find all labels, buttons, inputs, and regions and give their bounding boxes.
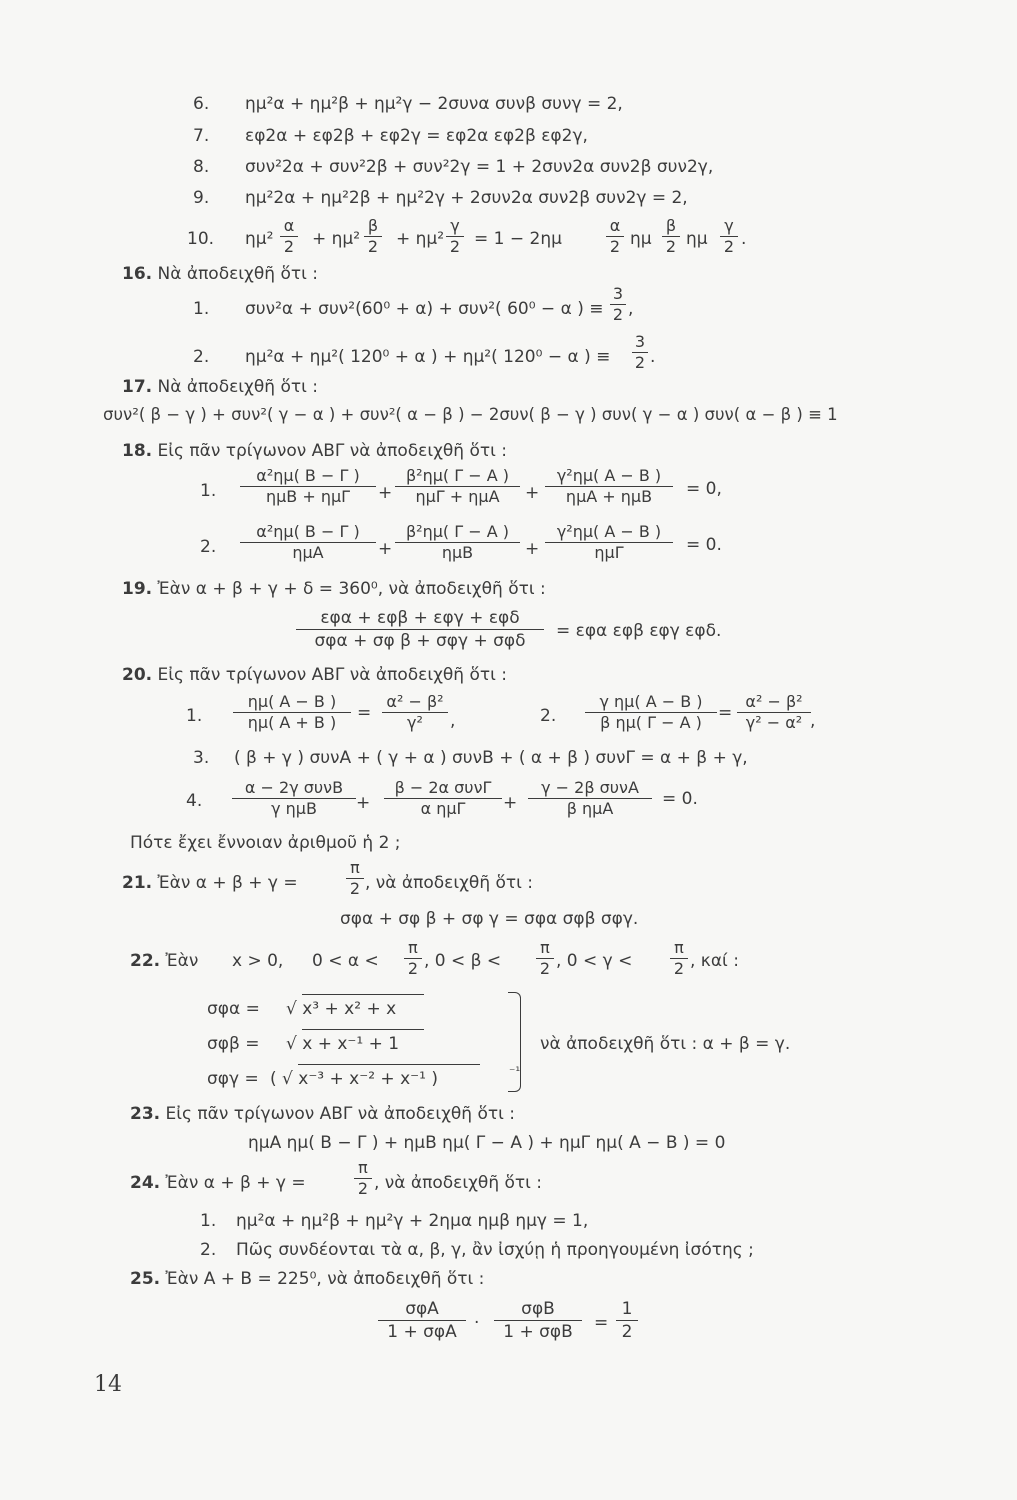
fraction: α² − β² γ² <box>382 692 448 733</box>
fraction: εφα + εφβ + εφγ + εφδ σφα + σφ β + σφγ + σφδ <box>296 607 544 652</box>
dot: · <box>474 1313 480 1333</box>
condition: 0 < α < <box>312 951 379 971</box>
identity-line: συν²α + συν²(60⁰ + α) + συν²( 60⁰ − α ) ≡ <box>245 299 604 319</box>
page-number: 14 <box>94 1372 122 1397</box>
problem-21-heading: 21. Ἐὰν α + β + γ = <box>122 873 298 893</box>
plus: + <box>378 539 393 559</box>
fraction: γ − 2β συνΑ β ημΑ <box>528 778 652 819</box>
fraction: γ²ημ( Α − Β ) ημΑ + ημΒ <box>545 466 673 507</box>
right-brace <box>508 992 521 1092</box>
equals: = <box>718 703 733 723</box>
fraction: α²ημ( Β − Γ ) ημΑ <box>240 522 376 563</box>
fraction: β²ημ( Γ − Α ) ημΒ <box>395 522 520 563</box>
problem-20-heading: 20. Εἰς πᾶν τρίγωνον ΑΒΓ νὰ ἀποδειχθῆ ὅτι : <box>122 665 507 685</box>
radical-bar <box>302 1029 424 1030</box>
identity-line: εφ2α + εφ2β + εφ2γ = εφ2α εφ2β εφ2γ, <box>245 126 588 146</box>
item-number: 2. <box>193 347 210 367</box>
fraction: 3 2 <box>632 332 648 373</box>
comma: , <box>628 299 634 319</box>
item-number: 10. <box>187 229 215 249</box>
condition: , καί : <box>690 951 739 971</box>
fraction: γ 2 <box>446 216 464 257</box>
fraction: β 2 <box>364 216 382 257</box>
fraction: α²ημ( Β − Γ ) ημΒ + ημΓ <box>240 466 376 507</box>
fraction: γ 2 <box>720 216 738 257</box>
item-number: 3. <box>193 748 210 768</box>
fraction: σφΒ 1 + σφΒ <box>494 1298 582 1343</box>
fraction: β²ημ( Γ − Α ) ημΓ + ημΑ <box>395 466 520 507</box>
equals: = <box>357 703 372 723</box>
identity-line: ημ²2α + ημ²2β + ημ²2γ + 2συν2α συν2β συν2γ = 2, <box>245 188 688 208</box>
identity-line: ημ²α + ημ²β + ημ²γ + 2ημα ημβ ημγ = 1, <box>236 1211 589 1231</box>
identity-line: ( β + γ ) συνΑ + ( γ + α ) συνΒ + ( α + β ) συνΓ = α + β + γ, <box>234 748 748 768</box>
fraction: π 2 <box>354 1158 372 1199</box>
problem-22-heading: 22. Ἐὰν <box>130 951 199 971</box>
question-line: Πότε ἔχει ἔννοιαν ἀριθμοῦ ἡ 2 ; <box>130 833 401 853</box>
comma: , <box>450 711 456 731</box>
heading-tail: , νὰ ἀποδειχθῆ ὅτι : <box>374 1173 543 1193</box>
item-number: 6. <box>193 94 210 114</box>
equals-zero: = 0, <box>686 479 722 499</box>
problem-17-heading: 17. Νὰ ἀποδειχθῆ ὅτι : <box>122 377 318 397</box>
exponent: ⁻¹ <box>509 1064 521 1078</box>
equals-zero: = 0. <box>662 789 698 809</box>
conclusion: νὰ ἀποδειχθῆ ὅτι : α + β = γ. <box>540 1034 791 1054</box>
condition: , 0 < β < <box>424 951 502 971</box>
plus: + <box>525 539 540 559</box>
fraction: α 2 <box>280 216 298 257</box>
identity-line: ημ²α + ημ²β + ημ²γ − 2συνα συνβ συνγ = 2, <box>245 94 623 114</box>
item-number: 1. <box>200 1211 217 1231</box>
radical-expression: ( √ x⁻³ + x⁻² + x⁻¹ ) <box>270 1069 438 1089</box>
item-number: 4. <box>186 791 203 811</box>
identity-line: συν²( β − γ ) + συν²( γ − α ) + συν²( α − β ) − 2συν( β − γ ) συν( γ − α ) συν( α − β ) ≡ 1 <box>103 405 838 424</box>
comma: , <box>810 711 816 731</box>
item-number: 2. <box>540 706 557 726</box>
question-line: Πῶς συνδέονται τὰ α, β, γ, ἂν ἰσχύῃ ἡ προηγουμένη ἰσότης ; <box>236 1240 754 1260</box>
fraction: π 2 <box>536 938 554 979</box>
radical-expression: √ x³ + x² + x <box>286 999 397 1019</box>
item-number: 2. <box>200 537 217 557</box>
period: . <box>741 229 747 249</box>
radical-expression: √ x + x⁻¹ + 1 <box>286 1034 400 1054</box>
plus: + <box>503 793 518 813</box>
item-number: 8. <box>193 157 210 177</box>
equals: = <box>594 1313 609 1333</box>
fraction: ημ( Α − Β ) ημ( Α + Β ) <box>233 692 351 733</box>
item-number: 9. <box>193 188 210 208</box>
term: + ημ² <box>312 229 361 249</box>
term: + ημ² <box>396 229 445 249</box>
radical-bar <box>302 994 424 995</box>
fraction: γ²ημ( Α − Β ) ημΓ <box>545 522 673 563</box>
fraction: π 2 <box>346 858 364 899</box>
item-number: 2. <box>200 1240 217 1260</box>
fraction: π 2 <box>670 938 688 979</box>
plus: + <box>356 793 371 813</box>
fraction: α² − β² γ² − α² <box>737 692 811 733</box>
fraction: α 2 <box>606 216 624 257</box>
fraction: σφΑ 1 + σφΑ <box>378 1298 466 1343</box>
identity-line: συν²2α + συν²2β + συν²2γ = 1 + 2συν2α συν2β συν2γ, <box>245 157 714 177</box>
rhs: = εφα εφβ εφγ εφδ. <box>556 621 722 641</box>
fraction: γ ημ( Α − Β ) β ημ( Γ − Α ) <box>585 692 717 733</box>
item-number: 1. <box>200 481 217 501</box>
item-number: 7. <box>193 126 210 146</box>
plus: + <box>378 483 393 503</box>
identity-line: σφα + σφ β + σφ γ = σφα σφβ σφγ. <box>340 909 639 929</box>
plus: + <box>525 483 540 503</box>
term: ημ <box>630 229 652 249</box>
term: = 1 − 2ημ <box>474 229 562 249</box>
term: ημ <box>686 229 708 249</box>
fraction: α − 2γ συνΒ γ ημΒ <box>232 778 356 819</box>
definition-label: σφβ = <box>207 1034 260 1054</box>
fraction: π 2 <box>404 938 422 979</box>
term: ημ² <box>245 229 274 249</box>
definition-label: σφγ = <box>207 1069 259 1089</box>
heading-tail: , νὰ ἀποδειχθῆ ὅτι : <box>365 873 534 893</box>
condition: , 0 < γ < <box>556 951 633 971</box>
problem-23-heading: 23. Εἰς πᾶν τρίγωνον ΑΒΓ νὰ ἀποδειχθῆ ὅτι : <box>130 1104 515 1124</box>
definition-label: σφα = <box>207 999 260 1019</box>
problem-24-heading: 24. Ἐὰν α + β + γ = <box>130 1173 306 1193</box>
radical-bar <box>298 1064 480 1065</box>
fraction: 3 2 <box>610 284 626 325</box>
fraction: β − 2α συνΓ α ημΓ <box>384 778 502 819</box>
period: . <box>650 347 656 367</box>
fraction: β 2 <box>662 216 680 257</box>
problem-18-heading: 18. Εἰς πᾶν τρίγωνον ΑΒΓ νὰ ἀποδειχθῆ ὅτι : <box>122 441 507 461</box>
equals-zero: = 0. <box>686 535 722 555</box>
problem-19-heading: 19. Ἐὰν α + β + γ + δ = 360⁰, νὰ ἀποδειχθῆ ὅτι : <box>122 579 546 599</box>
problem-25-heading: 25. Ἐὰν Α + Β = 225⁰, νὰ ἀποδειχθῆ ὅτι : <box>130 1269 485 1289</box>
identity-line: ημΑ ημ( Β − Γ ) + ημΒ ημ( Γ − Α ) + ημΓ ημ( Α − Β ) = 0 <box>248 1133 726 1153</box>
item-number: 1. <box>193 299 210 319</box>
problem-16-heading: 16. Νὰ ἀποδειχθῆ ὅτι : <box>122 264 318 284</box>
fraction: 1 2 <box>616 1298 638 1343</box>
item-number: 1. <box>186 706 203 726</box>
condition: x > 0, <box>232 951 284 971</box>
identity-line: ημ²α + ημ²( 120⁰ + α ) + ημ²( 120⁰ − α ) ≡ <box>245 347 611 367</box>
